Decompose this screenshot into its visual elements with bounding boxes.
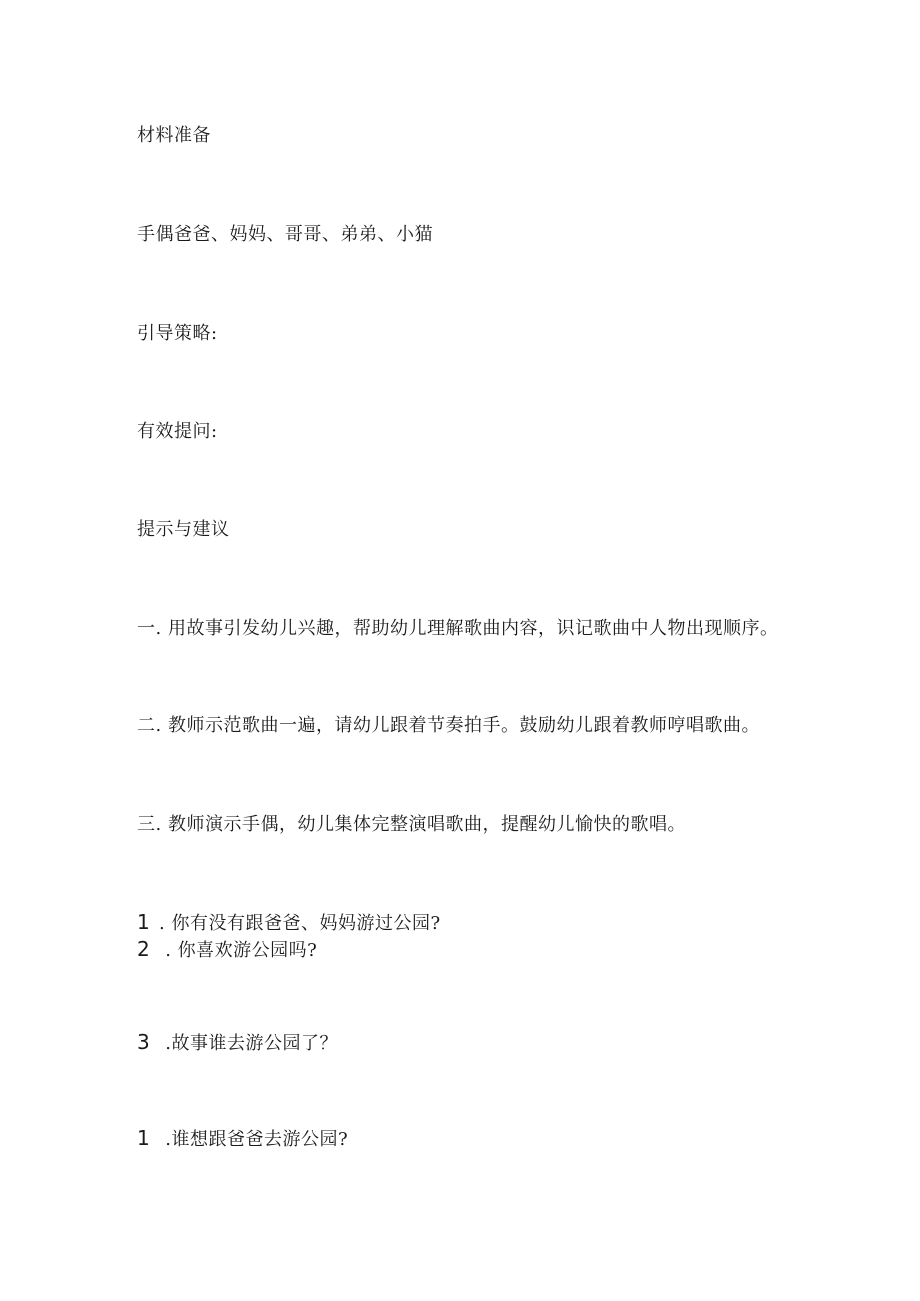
materials-heading: 材料准备	[137, 125, 211, 146]
question-number: 2	[137, 937, 151, 961]
questions-heading: 有效提问:	[137, 421, 218, 442]
question-number: 1	[137, 1126, 151, 1150]
materials-text: 手偶爸爸、妈妈、哥哥、弟弟、小猫	[137, 224, 433, 245]
question-item	[137, 937, 317, 963]
question-text: .谁想跟爸爸去游公园?	[159, 1129, 349, 1150]
question-number: 1	[137, 910, 151, 934]
question-item	[137, 1030, 338, 1056]
step-three: 三. 教师演示手偶，幼儿集体完整演唱歌曲，提醒幼儿愉快的歌唱。	[137, 814, 686, 835]
step-two: 二. 教师示范歌曲一遍，请幼儿跟着节奏拍手。鼓励幼儿跟着教师哼唱歌曲。	[137, 715, 760, 736]
question-item	[137, 910, 441, 936]
tips-heading: 提示与建议	[137, 519, 230, 540]
step-one: 一. 用故事引发幼儿兴趣，帮助幼儿理解歌曲内容，识记歌曲中人物出现顺序。	[137, 618, 779, 639]
question-item	[137, 1126, 348, 1152]
question-number: 3	[137, 1030, 151, 1054]
question-text: . 你喜欢游公园吗?	[159, 940, 318, 961]
guidance-heading: 引导策略:	[137, 323, 218, 344]
question-text: .故事谁去游公园了？	[159, 1033, 338, 1054]
question-text: . 你有没有跟爸爸、妈妈游过公园?	[159, 913, 441, 934]
